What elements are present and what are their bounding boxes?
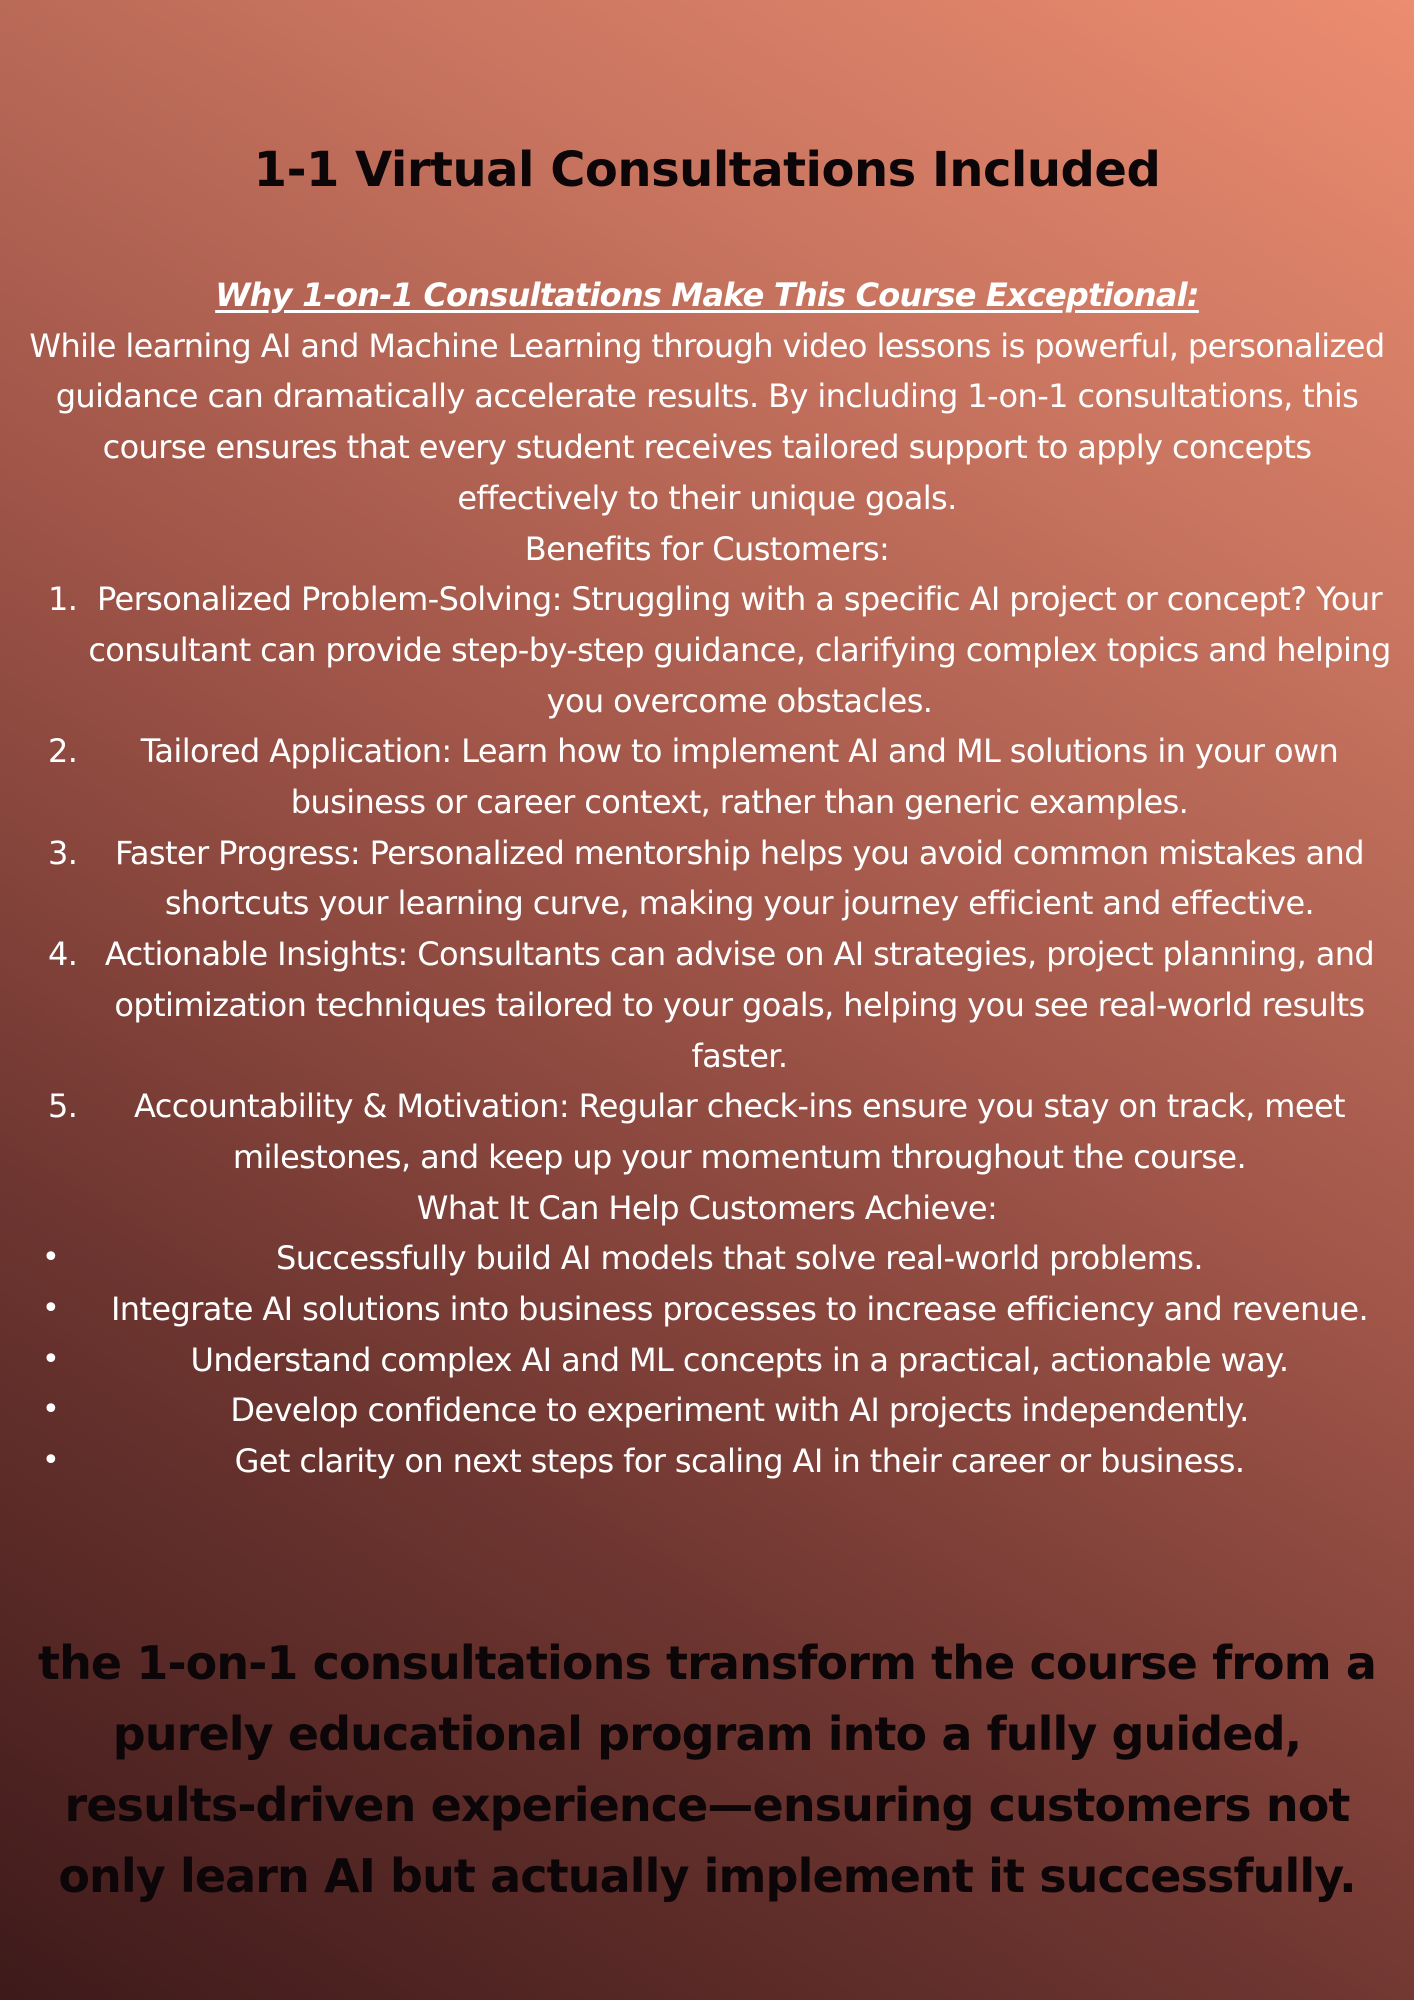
bullet-icon: • — [42, 1392, 60, 1428]
achieve-text: Develop confidence to experiment with AI projects independently. — [230, 1391, 1249, 1430]
benefit-text: Actionable Insights: Consultants can advise on AI strategies, project planning, and optimization techniques tailored to your goals, helping you see real-world results faster. — [104, 935, 1375, 1075]
benefit-text: Accountability & Motivation: Regular check-ins ensure you stay on track, meet milestones, and keep up your momentum throughout the course. — [133, 1087, 1345, 1176]
list-number: 2. — [48, 732, 78, 771]
benefit-text: Personalized Problem-Solving: Struggling with a specific AI project or concept? Your consultant can provide step-by-step guidance, clarifying complex topics and helping you overcome obstacles. — [88, 580, 1391, 720]
list-number: 1. — [48, 580, 78, 619]
achieve-item — [20, 1284, 1394, 1335]
list-number: 4. — [48, 935, 78, 974]
benefits-list — [20, 574, 1394, 1182]
benefit-item — [20, 574, 1394, 726]
benefits-heading: Benefits for Customers: — [524, 529, 890, 568]
bullet-icon: • — [42, 1240, 60, 1276]
achieve-text: Integrate AI solutions into business processes to increase efficiency and revenue. — [110, 1290, 1369, 1329]
section-subheading: Why 1-on-1 Consultations Make This Course Exceptional: — [215, 276, 1199, 314]
page-title: 1-1 Virtual Consultations Included — [253, 142, 1161, 198]
achieve-item — [20, 1436, 1394, 1487]
bullet-icon: • — [42, 1341, 60, 1377]
benefit-item — [20, 828, 1394, 929]
achieve-text: Successfully build AI models that solve real-world problems. — [276, 1239, 1203, 1278]
benefit-item — [20, 1081, 1394, 1182]
achieve-item — [20, 1385, 1394, 1436]
benefit-text: Tailored Application: Learn how to implement AI and ML solutions in your own business or career context, rather than generic examples. — [140, 732, 1339, 822]
achieve-item — [20, 1233, 1394, 1284]
achieve-text: Get clarity on next steps for scaling AI in their career or business. — [234, 1442, 1245, 1481]
achieve-text: Understand complex AI and ML concepts in a practical, actionable way. — [190, 1340, 1289, 1379]
closing-statement: the 1-on-1 consultations transform the course from a purely educational program into a fully guided, results-driven experience—ensuring customers not only learn AI but actually implement it successfully. — [38, 1636, 1376, 1903]
benefit-text: Faster Progress: Personalized mentorship helps you avoid common mistakes and shortcuts your learning curve, making your journey efficient and effective. — [115, 833, 1364, 923]
achieve-list — [20, 1233, 1394, 1487]
benefit-item — [20, 929, 1394, 1081]
list-number: 3. — [48, 833, 78, 872]
bullet-icon: • — [42, 1443, 60, 1479]
body-content — [20, 270, 1394, 1487]
bullet-icon: • — [42, 1291, 60, 1327]
benefit-item — [20, 726, 1394, 827]
intro-paragraph: While learning AI and Machine Learning through video lessons is powerful, personalized guidance can dramatically accelerate results. By including 1-on-1 consultations, this course ensures that every student receives tailored support to apply concepts effectively to their unique goals. — [29, 326, 1385, 517]
list-number: 5. — [48, 1087, 78, 1126]
achieve-heading: What It Can Help Customers Achieve: — [416, 1188, 998, 1227]
achieve-item — [20, 1335, 1394, 1386]
